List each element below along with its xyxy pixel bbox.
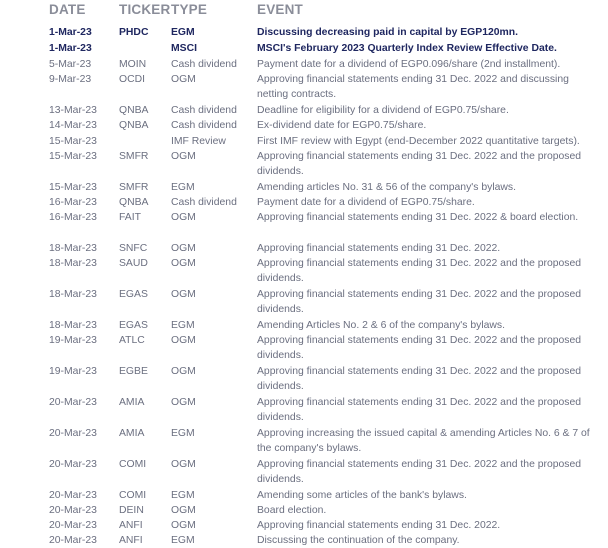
row-ticker: SNFC: [119, 243, 148, 254]
header-date: DATE: [49, 2, 86, 17]
row-type: OGM: [171, 74, 196, 85]
row-ticker: ANFI: [119, 520, 143, 531]
row-event: Amending Articles No. 2 & 6 of the company's bylaws.: [257, 320, 506, 331]
row-event: First IMF review with Egypt (end-December 2022 quantitative targets).: [257, 136, 580, 147]
row-type: OGM: [171, 505, 196, 516]
row-ticker: COMI: [119, 490, 147, 501]
row-event: Approving financial statements ending 31 Dec. 2022 & board election.: [257, 212, 579, 223]
row-date: 20-Mar-23: [49, 490, 97, 501]
row-date: 20-Mar-23: [49, 520, 97, 531]
row-type: OGM: [171, 335, 196, 346]
row-ticker: DEIN: [119, 505, 144, 516]
row-type: OGM: [171, 397, 196, 408]
row-date: 1-Mar-23: [49, 27, 92, 38]
header-type: TYPE: [171, 2, 208, 17]
row-ticker: FAIT: [119, 212, 141, 223]
row-event: Discussing the continuation of the company.: [257, 535, 460, 546]
row-event: Approving increasing the issued capital & amending Articles No. 6 & 7 of the company's bylaws.: [257, 428, 590, 455]
row-date: 5-Mar-23: [49, 59, 92, 70]
header-ticker: TICKER: [119, 2, 171, 17]
row-event: Approving financial statements ending 31 Dec. 2022 and the proposed dividends.: [257, 151, 582, 178]
row-event: Approving financial statements ending 31 Dec. 2022 and the proposed dividends.: [257, 258, 582, 285]
row-date: 20-Mar-23: [49, 397, 97, 408]
row-date: 20-Mar-23: [49, 459, 97, 470]
row-ticker: AMIA: [119, 397, 145, 408]
row-event: Board election.: [257, 505, 327, 516]
row-event: Amending articles No. 31 & 56 of the company's bylaws.: [257, 182, 516, 193]
row-ticker: QNBA: [119, 120, 149, 131]
row-type: MSCI: [171, 43, 197, 54]
row-ticker: COMI: [119, 459, 147, 470]
row-date: 20-Mar-23: [49, 428, 97, 439]
row-type: OGM: [171, 459, 196, 470]
row-ticker: ANFI: [119, 535, 143, 546]
row-ticker: EGBE: [119, 366, 148, 377]
row-date: 13-Mar-23: [49, 105, 97, 116]
row-date: 15-Mar-23: [49, 182, 97, 193]
row-event: Approving financial statements ending 31 Dec. 2022 and discussing netting contracts.: [257, 74, 569, 101]
row-event: Approving financial statements ending 31 Dec. 2022 and the proposed dividends.: [257, 289, 582, 316]
row-event: Approving financial statements ending 31 Dec. 2022 and the proposed dividends.: [257, 397, 582, 424]
row-event: Payment date for a dividend of EGP0.096/share (2nd installment).: [257, 59, 561, 70]
row-event: Approving financial statements ending 31 Dec. 2022 and the proposed dividends.: [257, 366, 582, 393]
row-date: 14-Mar-23: [49, 120, 97, 131]
row-ticker: SAUD: [119, 258, 148, 269]
row-type: OGM: [171, 151, 196, 162]
row-event: MSCI's February 2023 Quarterly Index Review Effective Date.: [257, 43, 557, 54]
row-type: Cash dividend: [171, 197, 237, 208]
row-type: Cash dividend: [171, 120, 237, 131]
row-event: Approving financial statements ending 31 Dec. 2022.: [257, 243, 501, 254]
row-type: OGM: [171, 212, 196, 223]
row-event: Approving financial statements ending 31 Dec. 2022 and the proposed dividends.: [257, 335, 582, 362]
row-ticker: OCDI: [119, 74, 145, 85]
row-event: Payment date for a dividend of EGP0.75/share.: [257, 197, 475, 208]
row-date: 18-Mar-23: [49, 320, 97, 331]
header-event: EVENT: [257, 2, 304, 17]
row-event: Amending some articles of the bank's bylaws.: [257, 490, 467, 501]
row-date: 18-Mar-23: [49, 243, 97, 254]
row-type: EGM: [171, 428, 195, 439]
row-date: 20-Mar-23: [49, 505, 97, 516]
row-event: Approving financial statements ending 31 Dec. 2022 and the proposed dividends.: [257, 459, 582, 486]
row-type: OGM: [171, 366, 196, 377]
row-date: 19-Mar-23: [49, 335, 97, 346]
row-ticker: QNBA: [119, 197, 149, 208]
row-type: OGM: [171, 520, 196, 531]
row-type: Cash dividend: [171, 59, 237, 70]
row-ticker: EGAS: [119, 320, 148, 331]
row-type: EGM: [171, 27, 195, 38]
row-ticker: MOIN: [119, 59, 147, 70]
row-date: 18-Mar-23: [49, 258, 97, 269]
row-ticker: PHDC: [119, 27, 149, 38]
row-date: 20-Mar-23: [49, 535, 97, 546]
row-ticker: SMFR: [119, 182, 149, 193]
row-ticker: QNBA: [119, 105, 149, 116]
row-date: 15-Mar-23: [49, 136, 97, 147]
row-date: 16-Mar-23: [49, 212, 97, 223]
row-type: OGM: [171, 243, 196, 254]
row-type: EGM: [171, 320, 195, 331]
row-ticker: AMIA: [119, 428, 145, 439]
row-date: 9-Mar-23: [49, 74, 92, 85]
row-ticker: EGAS: [119, 289, 148, 300]
row-date: 19-Mar-23: [49, 366, 97, 377]
row-event: Deadline for eligibility for a dividend of EGP0.75/share.: [257, 105, 509, 116]
row-type: Cash dividend: [171, 105, 237, 116]
row-type: OGM: [171, 258, 196, 269]
row-ticker: ATLC: [119, 335, 145, 346]
row-date: 18-Mar-23: [49, 289, 97, 300]
row-type: EGM: [171, 535, 195, 546]
row-date: 16-Mar-23: [49, 197, 97, 208]
row-date: 15-Mar-23: [49, 151, 97, 162]
row-event: Approving financial statements ending 31 Dec. 2022.: [257, 520, 501, 531]
row-type: OGM: [171, 289, 196, 300]
row-date: 1-Mar-23: [49, 43, 92, 54]
row-type: EGM: [171, 490, 195, 501]
row-event: Discussing decreasing paid in capital by EGP120mn.: [257, 27, 519, 38]
row-event: Ex-dividend date for EGP0.75/share.: [257, 120, 427, 131]
row-type: IMF Review: [171, 136, 226, 147]
row-ticker: SMFR: [119, 151, 149, 162]
row-type: EGM: [171, 182, 195, 193]
